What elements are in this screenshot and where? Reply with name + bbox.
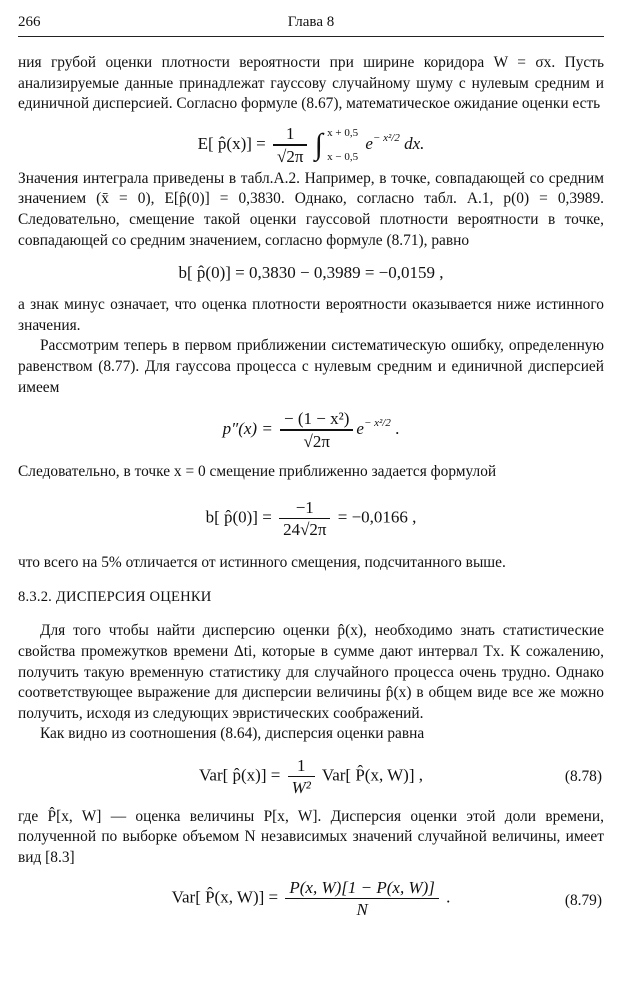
eq1-denominator: √2π (273, 145, 307, 167)
chapter-title: Глава 8 (287, 14, 335, 30)
eq3-exponent: − x²/2 (363, 417, 391, 430)
eq5-denominator: W² (291, 777, 311, 797)
paragraph-2: Значения интеграла приведены в табл.А.2. Например, в точке, совпадающей со средним значением (x̄ = 0), E[p̂(0)] = 0,3830. Однако, согласно табл. А.1, p(0) = 0,3989. Следовательно, смещение такой оценки гауссовой плотности вероятности в точке, совпадающей со средним значением, согласно формуле (8.71), равно (18, 169, 604, 249)
eq4-rhs: = −0,0166 , (337, 507, 417, 527)
eq1-lhs: E[ p̂(x)] = (197, 133, 266, 153)
eq1-numerator: 1 (273, 123, 307, 145)
equation-second-derivative (18, 398, 604, 462)
eq5-fraction (288, 755, 315, 798)
eq3-fraction (280, 408, 353, 452)
paragraph-6: что всего на 5% отличается от истинного смещения, подсчитанного выше. (18, 553, 506, 571)
eq5-rhs: Var[ P̂(x, W)] , (321, 765, 423, 785)
eq5-number: (8.78) (564, 767, 602, 785)
eq1-exponent: − x²/2 (372, 131, 400, 144)
eq6-lhs: Var[ P̂(x, W)] = (171, 887, 279, 907)
eq2-text: b[ p̂(0)] = 0,3830 − 0,3989 = −0,0159 , (178, 263, 444, 283)
paragraph-1: ния грубой оценки плотности вероятности при ширине коридора W = σx. Пусть анализируемые данные принадлежат гауссову случайному шуму с нулевым средним и единичной дисперсией. Согласно формуле (8.67), математическое ожидание оценки есть (18, 54, 604, 113)
eq4-numerator: −1 (279, 497, 330, 519)
equation-bias-exact (18, 251, 604, 295)
section-title: 8.3.2. ДИСПЕРСИЯ ОЦЕНКИ (18, 589, 212, 606)
eq4-fraction (279, 497, 330, 540)
eq4-denominator: 24√2π (283, 519, 327, 539)
eq6-numerator: P(x, W)[1 − P(x, W)] (285, 877, 439, 899)
paragraph-8: Как видно из соотношения (8.64), дисперсия оценки равна (40, 725, 425, 743)
eq1-integrand: e (365, 133, 373, 153)
eq3-numerator: − (1 − x²) (280, 408, 353, 430)
eq6-denominator: N (356, 899, 368, 919)
eq3-factor: e (356, 419, 364, 439)
equation-8-78 (18, 745, 604, 807)
eq5-numerator: 1 (288, 755, 315, 777)
page (18, 10, 604, 931)
eq3-tail: . (395, 419, 400, 439)
equation-8-79 (18, 869, 604, 931)
eq6-tail: . (446, 887, 451, 907)
integral-sign-icon: ∫ (314, 127, 323, 161)
paragraph-3: а знак минус означает, что оценка плотности вероятности оказывается ниже истинного значения. (18, 296, 604, 334)
eq1-lower-limit: x − 0,5 (327, 150, 359, 163)
eq1-fraction (273, 123, 307, 167)
page-header (18, 10, 604, 37)
page-number: 266 (18, 14, 41, 30)
eq1-upper-limit: x + 0,5 (327, 126, 359, 139)
eq4-lhs: b[ p̂(0)] = (205, 507, 272, 527)
eq3-lhs: p″(x) = (222, 419, 273, 439)
eq1-tail: dx. (404, 133, 425, 153)
paragraph-9: где P̂[x, W] — оценка величины P[x, W]. Дисперсия оценки этой доли времени, полученной по выборке объемом N независимых значений случайной величины, имеет вид [8.3] (18, 807, 604, 867)
equation-expectation (18, 117, 604, 169)
equation-bias-approx (18, 483, 604, 553)
paragraph-5: Следовательно, в точке x = 0 смещение приближенно задается формулой (18, 463, 497, 481)
eq1-limits (327, 126, 358, 164)
eq3-denominator: √2π (280, 430, 353, 452)
eq5-lhs: Var[ p̂(x)] = (199, 765, 281, 785)
paragraph-7: Для того чтобы найти дисперсию оценки p̂(x), необходимо знать статистические свойства промежутков времени Δti, которые в сумме дают интервал Tx. К сожалению, получить такую временную статистику для случайного процесса очень трудно. Однако соответствующее выражение для дисперсии величины p̂(x) в общем виде все же можно получить, исходя из следующих эвристических соображений. (18, 622, 604, 722)
eq6-fraction (285, 877, 439, 920)
eq6-number: (8.79) (564, 891, 602, 909)
paragraph-4: Рассмотрим теперь в первом приближении систематическую ошибку, определенную равенством (8.77). Для гауссова процесса с нулевым средним и единичной дисперсией имеем (18, 337, 604, 396)
